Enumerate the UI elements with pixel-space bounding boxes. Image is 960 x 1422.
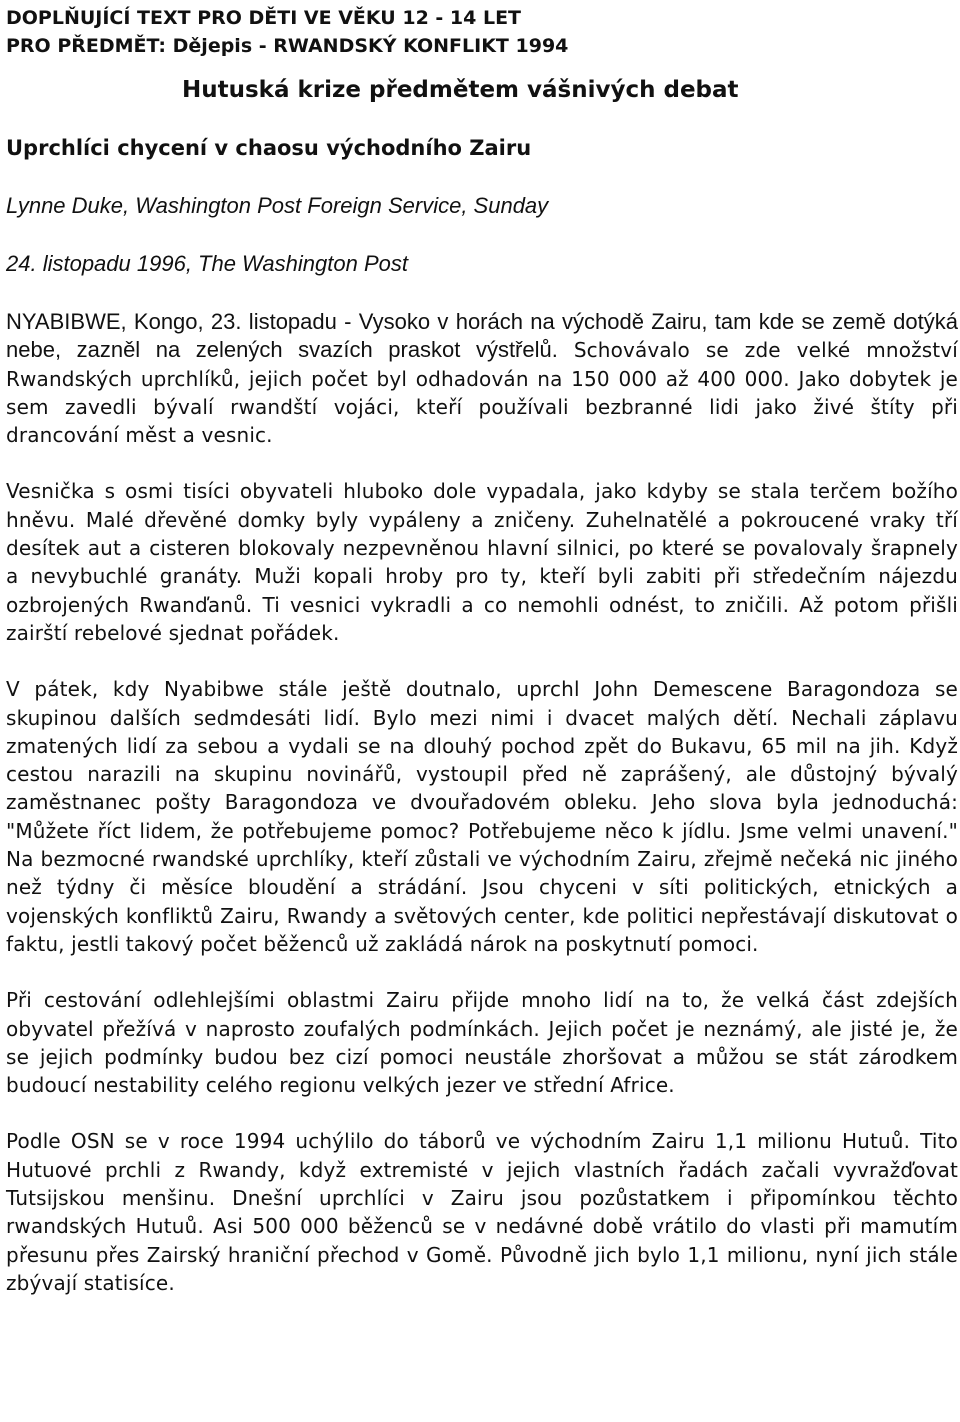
- article-paragraph-3: V pátek, kdy Nyabibwe stále ještě doutnalo, uprchl John Demescene Baragondoza se skupinou dalších sedmdesáti lidí. Bylo mezi nimi i dvacet malých dětí. Nechali záplavu zmatených lidí za sebou a vydali se na dlouhý pochod zpět do Bukavu, 65 mil na jih. Když cestou narazili na skupinu novinářů, vystoupil před ně zaprášený, ale důstojný bývalý zaměstnanec pošty Baragondoza ve dvouřadovém obleku. Jeho slova byla jednoduchá: "Můžete říct lidem, že potřebujeme pomoc? Potřebujeme něco k jídlu. Jsme velmi unavení." Na bezmocné rwandské uprchlíky, kteří zůstali ve východním Zairu, zřejmě nečeká nic jiného než týdny či měsíce bloudění a strádání. Jsou chyceni v síti politických, etnických a vojenských konfliktů Zairu, Rwandy a světových center, kde politici nepřestávají diskutovat o faktu, jestli takový počet běženců už zakládá nárok na poskytnutí pomoci.: [6, 677, 958, 956]
- article-subtitle: Uprchlíci chycení v chaosu východního Zairu: [6, 136, 532, 160]
- article-title: Hutuská krize předmětem vášnivých debat: [182, 77, 739, 103]
- article-byline: Lynne Duke, Washington Post Foreign Service, Sunday: [6, 193, 549, 218]
- article-paragraph-5: Podle OSN se v roce 1994 uchýlilo do táborů ve východním Zairu 1,1 milionu Hutuů. Tito Hutuové prchli z Rwandy, když extremisté v jejich vlastních řadách začali vyvražďovat Tutsijskou menšinu. Dnešní uprchlíci v Zairu jsou pozůstatkem i připomínkou těchto rwandských Hutuů. Asi 500 000 běženců se v nedávné době vrátilo do vlasti při mamutím přesunu přes Zairský hraniční přechod v Gomě. Původně jich bylo 1,1 milionu, nyní jich stále zbývají statisíce.: [6, 1129, 958, 1295]
- dateline-lead: NYABIBWE, Kongo, 23. listopadu - Vysoko v horách na východě Zairu, tam kde se země dotýká nebe, zazněl na zelených svazích praskot výstřelů.: [6, 309, 958, 363]
- document-header-line-2: PRO PŘEDMĚT: Dějepis - RWANDSKÝ KONFLIKT 1994: [6, 35, 569, 57]
- article-paragraph-2: Vesnička s osmi tisíci obyvateli hluboko dole vypadala, jako kdyby se stala terčem božího hněvu. Malé dřevěné domky byly vypáleny a zničeny. Zuhelnatělé a pokroucené vraky tří desítek aut a cisteren blokovaly nezpevněnou hlavní silnici, po které se povalovaly šrapnely a nevybuchlé granáty. Muži kopali hroby pro ty, kteří byli zabiti při středečním nájezdu ozbrojených Rwanďanů. Ti vesnici vykradli a co nemohli odnést, to zničili. Až potom přišli zairští rebelové sjednat pořádek.: [6, 479, 958, 645]
- document-page: [6, 0, 958, 1297]
- article-date: 24. listopadu 1996, The Washington Post: [6, 251, 408, 276]
- article-paragraph-1: [6, 308, 958, 449]
- article-paragraph-4: Při cestování odlehlejšími oblastmi Zairu přijde mnoho lidí na to, že velká část zdejších obyvatel přežívá v naprosto zoufalých podmínkách. Jejich počet je neznámý, ale jisté je, že se jejich podmínky budou bez cizí pomoci neustále zhoršovat a můžou se stát zárodkem budoucí nestability celého regionu velkých jezer ve střední Africe.: [6, 988, 958, 1098]
- document-header-line-1: DOPLŇUJÍCÍ TEXT PRO DĚTI VE VĚKU 12 - 14 LET: [6, 7, 522, 29]
- paragraph-1-rest: Schovávalo se zde velké množství Rwandských uprchlíků, jejich počet byl odhadován na 150 000 až 400 000. Jako dobytek je sem zavedli bývalí rwandští vojáci, kteří používali bezbranné lidi jako živé štíty při drancování měst a vesnic.: [6, 338, 958, 448]
